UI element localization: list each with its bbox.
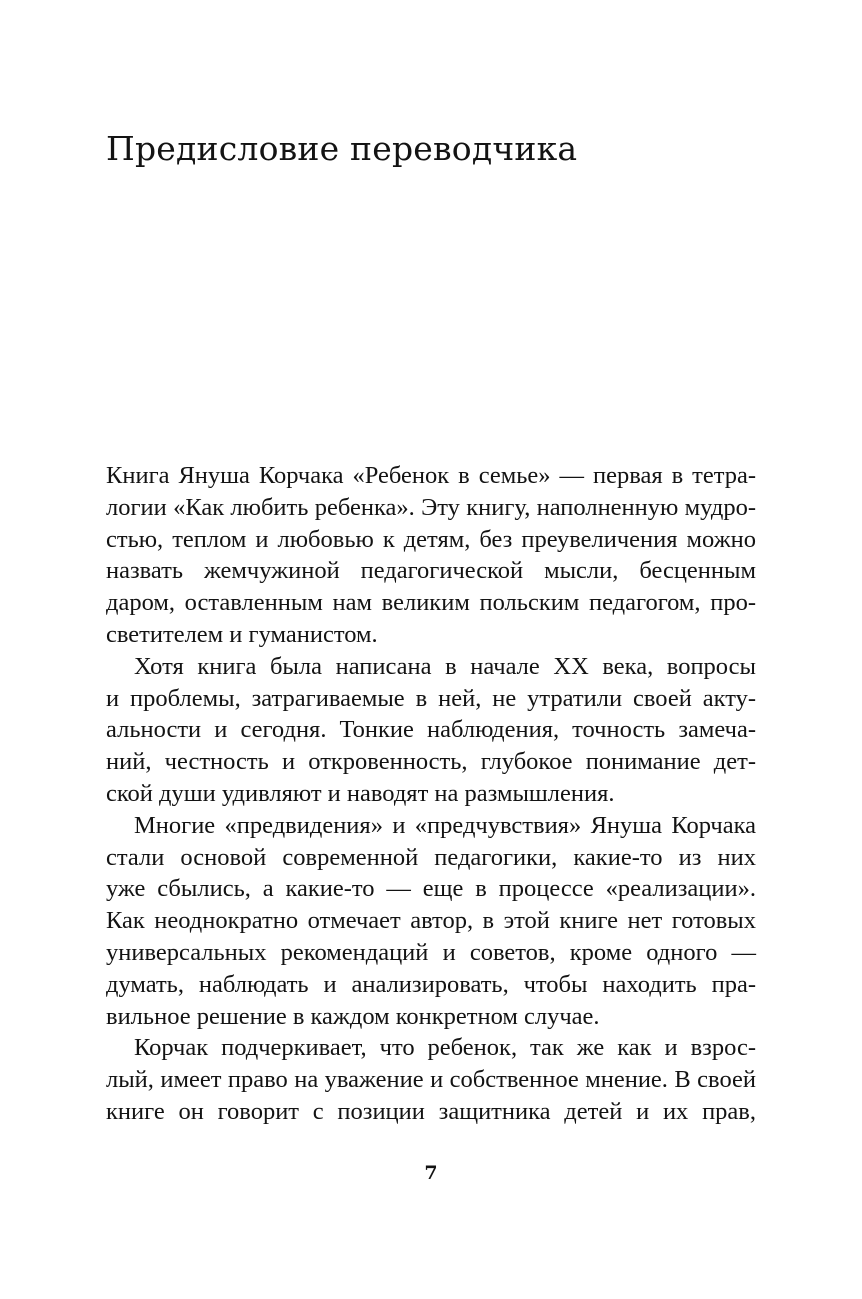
text-line: ний, честность и откровенность, глубокое понимание дет- (106, 748, 756, 776)
text-line: и проблемы, затрагиваемые в ней, не утратили своей акту- (106, 684, 756, 712)
text-line: даром, оставленным нам великим польским педагогом, про- (106, 589, 756, 617)
text-line: стали основой современной педагогики, какие-то из них (106, 843, 756, 871)
paragraph (106, 651, 756, 810)
text-line: уже сбылись, а какие-то — еще в процессе «реализации». (106, 875, 756, 903)
text-line: альности и сегодня. Тонкие наблюдения, точность замеча- (106, 716, 756, 744)
paragraph (106, 810, 756, 1033)
text-line: Книга Януша Корчака «Ребенок в семье» — первая в тетра- (106, 462, 756, 489)
text-line: назвать жемчужиной педагогической мысли, бесценным (106, 557, 756, 585)
text-line: стью, теплом и любовью к детям, без преувеличения можно (106, 525, 756, 553)
text-line: логии «Как любить ребенка». Эту книгу, наполненную мудро- (106, 493, 756, 521)
text-line: ской души удивляют и наводят на размышления. (106, 779, 615, 807)
text-line: Многие «предвидения» и «предчувствия» Януша Корчака (134, 811, 756, 839)
paragraph (106, 460, 756, 651)
text-line: лый, имеет право на уважение и собственное мнение. В своей (106, 1066, 756, 1094)
body-text (106, 460, 756, 1128)
text-line: светителем и гуманистом. (106, 620, 378, 648)
text-line: универсальных рекомендаций и советов, кроме одного — (106, 938, 756, 966)
text-line: Корчак подчеркивает, что ребенок, так же как и взрос- (134, 1034, 756, 1062)
text-line: Хотя книга была написана в начале XX века, вопросы (134, 652, 756, 680)
page-number: 7 (424, 1162, 438, 1184)
paragraph (106, 1032, 756, 1127)
text-line: Как неоднократно отмечает автор, в этой книге нет готовых (106, 907, 756, 935)
text-line: книге он говорит с позиции защитника детей и их прав, (106, 1097, 756, 1125)
text-line: думать, наблюдать и анализировать, чтобы находить пра- (106, 970, 756, 998)
text-line: вильное решение в каждом конкретном случае. (106, 1002, 600, 1030)
chapter-heading: Предисловие переводчика (106, 129, 578, 168)
